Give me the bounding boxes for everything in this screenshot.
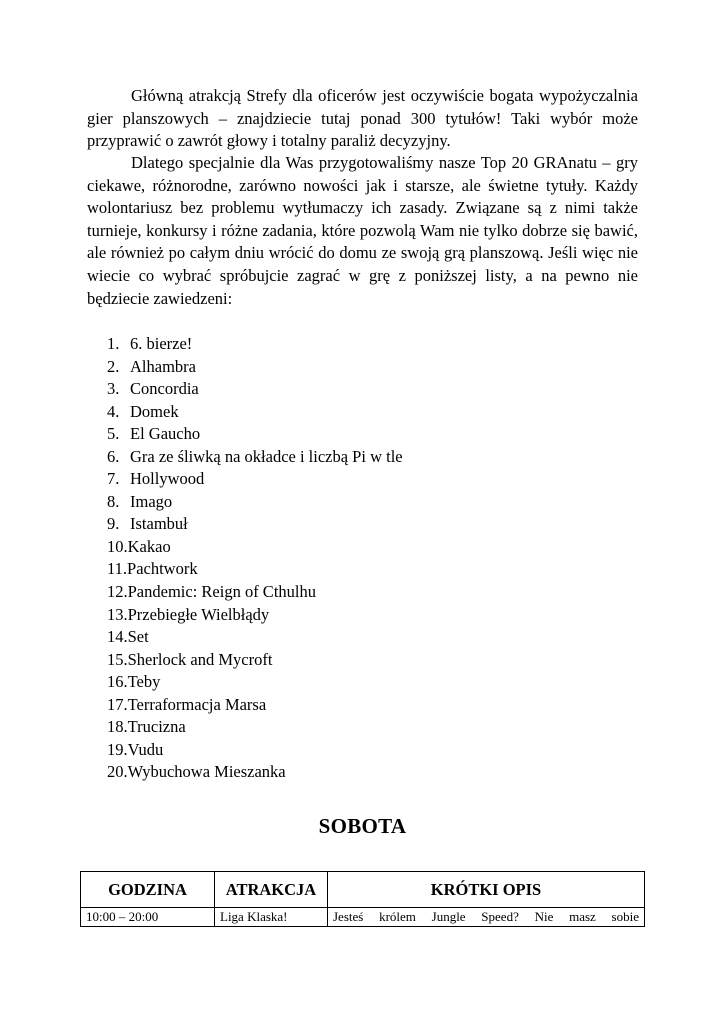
list-item-number: 9. <box>107 514 120 534</box>
list-item-number: 10. <box>107 536 128 556</box>
list-item-number: 7. <box>107 469 120 489</box>
cell-time: 10:00 – 20:00 <box>81 908 215 927</box>
list-item-number: 5. <box>107 424 120 444</box>
day-title: SOBOTA <box>318 814 407 838</box>
list-item <box>107 604 403 627</box>
list-item-number: 6. <box>107 446 120 466</box>
header-time: GODZINA <box>81 872 215 908</box>
list-item <box>107 626 403 649</box>
list-item-number: 20. <box>107 762 128 782</box>
list-item <box>107 739 403 762</box>
list-item-title: Vudu <box>127 739 164 759</box>
list-item <box>107 761 403 784</box>
schedule-table <box>80 871 645 927</box>
list-item-number: 12. <box>107 582 128 602</box>
list-item-title: Kakao <box>127 536 171 556</box>
list-item-title: El Gaucho <box>130 424 201 444</box>
list-item-title: Przebiegłe Wielbłądy <box>127 604 270 624</box>
list-item-title: Concordia <box>130 379 199 399</box>
list-item-title: Sherlock and Mycroft <box>127 649 273 669</box>
list-item <box>107 333 403 356</box>
list-item-number: 14. <box>107 627 128 647</box>
list-item-title: Istambuł <box>130 514 188 534</box>
list-item-title: Wybuchowa Mieszanka <box>127 762 286 782</box>
list-item-number: 1. <box>107 334 120 353</box>
top20-games-list <box>107 333 403 784</box>
list-item-title: Terraformacja Marsa <box>127 694 267 714</box>
list-item <box>107 446 403 469</box>
list-item <box>107 423 403 446</box>
list-item-number: 2. <box>107 356 120 376</box>
list-item-title: Alhambra <box>130 356 196 376</box>
list-item-title: Pachtwork <box>127 559 198 579</box>
list-item-title: Pandemic: Reign of Cthulhu <box>127 582 316 602</box>
list-item-title: Gra ze śliwką na okładce i liczbą Pi w tle <box>130 446 403 466</box>
list-item-number: 11. <box>107 559 128 579</box>
cell-attraction: Liga Klaska! <box>215 908 328 927</box>
list-item-number: 16. <box>107 672 128 692</box>
top20-paragraph: Dlatego specjalnie dla Was przygotowaliśmy nasze Top 20 GRAnatu – gry ciekawe, różnorodne, zarówno nowości jak i starsze, ale świetne tytuły. Każdy wolontariusz bez problemu wytłumaczy ich zasady. Związane są z nimi także turnieje, konkursy i różne zadania, które pozwolą Wam nie tylko dobrze się bawić, ale również po całym dniu wrócić do domu ze swoją grą planszową. Jeśli więc nie wiecie co wybrać spróbujcie zagrać w grę z poniższej listy, a na pewno nie będziecie zawiedzeni: <box>87 153 638 308</box>
header-attraction: ATRAKCJA <box>215 872 328 908</box>
list-item <box>107 558 403 581</box>
list-item-title: Domek <box>130 401 179 421</box>
schedule-header-row <box>81 872 645 908</box>
header-description: KRÓTKI OPIS <box>328 872 645 908</box>
list-item-number: 13. <box>107 604 128 624</box>
list-item-number: 18. <box>107 717 128 737</box>
list-item-number: 15. <box>107 649 128 669</box>
list-item-title: Set <box>127 627 149 647</box>
intro-paragraph: Główną atrakcją Strefy dla oficerów jest oczywiście bogata wypożyczalnia gier planszowych – znajdziecie tutaj ponad 300 tytułów! Taki wybór może przyprawić o zawrót głowy i totalny paraliż decyzyjny. <box>87 86 638 151</box>
list-item <box>107 716 403 739</box>
list-item-number: 19. <box>107 739 128 759</box>
list-item <box>107 671 403 694</box>
list-item <box>107 378 403 401</box>
list-item-title: 6. bierze! <box>130 334 193 353</box>
list-item <box>107 401 403 424</box>
list-item-title: Imago <box>130 491 173 511</box>
list-item-number: 3. <box>107 379 120 399</box>
cell-description: Jesteś królem Jungle Speed? Nie masz sobie <box>328 908 645 927</box>
list-item-title: Teby <box>127 672 161 692</box>
list-item-title: Trucizna <box>127 717 186 737</box>
list-item <box>107 513 403 536</box>
list-item-number: 4. <box>107 401 120 421</box>
list-item <box>107 694 403 717</box>
list-item-number: 8. <box>107 491 120 511</box>
list-item-title: Hollywood <box>130 469 205 489</box>
list-item <box>107 581 403 604</box>
list-item <box>107 491 403 514</box>
list-item <box>107 536 403 559</box>
list-item <box>107 649 403 672</box>
list-item <box>107 468 403 491</box>
list-item <box>107 356 403 379</box>
list-item-number: 17. <box>107 694 128 714</box>
table-row <box>81 908 645 927</box>
